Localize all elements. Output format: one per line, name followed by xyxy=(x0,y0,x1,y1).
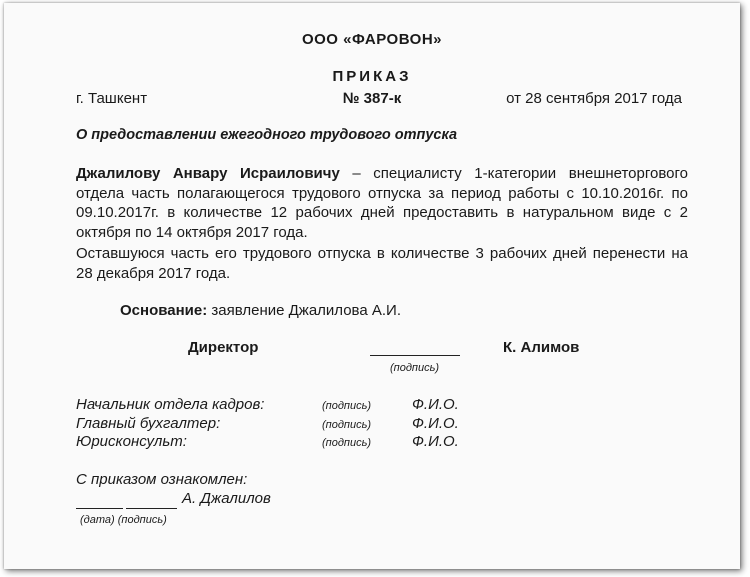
director-title: Директор xyxy=(188,339,259,356)
signatory-fio: Ф.И.О. xyxy=(412,415,459,432)
signatory-caption: (подпись) xyxy=(322,437,372,449)
acknowledgement-captions: (дата) (подпись) xyxy=(80,514,167,526)
paragraph-1-text: – специалисту 1-категории внешнеторгового отдела часть полагающегося трудового отпуска за период работы с 10.10.2016г. по 09.10.2017г. в количестве 12 рабочих дней предоставить в натуральном виде с 2 октября по 14 октября 2017 года. xyxy=(76,165,688,241)
acknowledgement-label: С приказом ознакомлен: xyxy=(76,471,248,488)
order-subject: О предоставлении ежегодного трудового отпуска xyxy=(76,127,458,143)
director-signature-line xyxy=(370,355,460,356)
basis xyxy=(120,302,401,319)
company-name: ООО «ФАРОВОН» xyxy=(301,31,443,48)
document-page xyxy=(4,3,740,569)
signatory-fio: Ф.И.О. xyxy=(412,433,459,450)
order-body xyxy=(76,164,688,283)
signatory-title: Главный бухгалтер: xyxy=(76,415,221,432)
order-title: ПРИКАЗ xyxy=(332,68,412,85)
paragraph-2-text: Оставшуюся часть его трудового отпуска в количестве 3 рабочих дней перенести на 28 декабря 2017 года. xyxy=(76,245,688,282)
acknowledgement-name: А. Джалилов xyxy=(182,490,271,507)
signatory-fio: Ф.И.О. xyxy=(412,396,459,413)
director-name: К. Алимов xyxy=(503,339,580,356)
basis-text: заявление Джалилова А.И. xyxy=(211,302,401,319)
basis-label: Основание: xyxy=(120,302,208,319)
signatory-caption: (подпись) xyxy=(322,419,372,431)
signature-blank-line xyxy=(126,508,177,509)
signatory-caption: (подпись) xyxy=(322,400,372,412)
employee-name: Джалилову Анвару Исраиловичу xyxy=(76,165,340,182)
signatory-title: Юрисконсульт: xyxy=(76,433,187,450)
signatory-title: Начальник отдела кадров: xyxy=(76,396,265,413)
order-city: г. Ташкент xyxy=(76,90,148,107)
paragraph-2 xyxy=(76,244,688,283)
paragraph-1 xyxy=(76,164,688,242)
director-signature-caption: (подпись) xyxy=(390,362,440,374)
order-number: № 387-к xyxy=(342,90,402,107)
date-blank-line xyxy=(76,508,123,509)
order-date: от 28 сентября 2017 года xyxy=(506,90,682,107)
